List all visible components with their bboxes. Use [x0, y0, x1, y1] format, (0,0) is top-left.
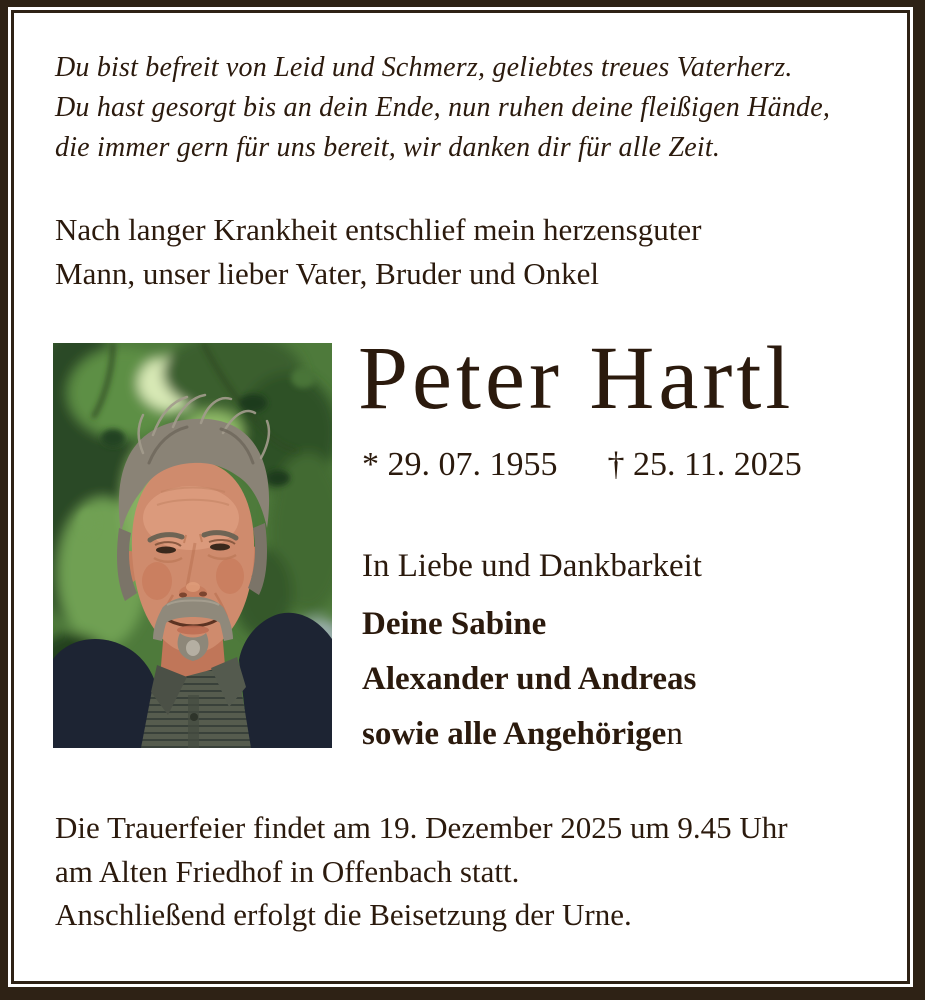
portrait-photo [53, 343, 332, 748]
funeral-service-info [55, 806, 788, 894]
life-dates [362, 445, 802, 485]
announcement-line-1: Nach langer Krankheit entschlief mein herzensguter [55, 212, 702, 247]
birth-symbol: * [362, 446, 379, 483]
mourner-line-3-suffix: n [666, 716, 683, 752]
mourners-list [362, 606, 696, 771]
birth-date-value: 29. 07. 1955 [387, 446, 558, 483]
mourner-line-3 [362, 716, 696, 752]
death-announcement [55, 208, 701, 296]
announcement-line-2: Mann, unser lieber Vater, Bruder und Onkel [55, 256, 599, 291]
portrait-illustration [53, 343, 332, 748]
death-symbol: † [607, 446, 625, 483]
epigraph-line-3: die immer gern für uns bereit, wir danken dir für alle Zeit. [55, 132, 721, 163]
burial-info [55, 893, 632, 937]
service-line-3: Anschließend erfolgt die Beisetzung der Urne. [55, 897, 632, 932]
mourner-line-3-bold: sowie alle Angehörige [362, 716, 667, 752]
mourner-line-1: Deine Sabine [362, 606, 547, 642]
service-line-2: am Alten Friedhof in Offenbach statt. [55, 854, 520, 889]
epigraph-verse [55, 48, 830, 168]
epigraph-line-2: Du hast gesorgt bis an dein Ende, nun ruhen deine fleißigen Hände, [55, 92, 831, 123]
mourner-line-2: Alexander und Andreas [362, 661, 697, 697]
farewell-intro: In Liebe und Dankbarkeit [362, 548, 702, 584]
service-line-1: Die Trauerfeier findet am 19. Dezember 2025 um 9.45 Uhr [55, 810, 788, 845]
epigraph-line-1: Du bist befreit von Leid und Schmerz, geliebtes treues Vaterherz. [55, 52, 793, 83]
birth-date [362, 445, 558, 485]
deceased-name: Peter Hartl [358, 329, 795, 428]
death-date-value: 25. 11. 2025 [633, 446, 802, 483]
death-date [608, 445, 802, 485]
